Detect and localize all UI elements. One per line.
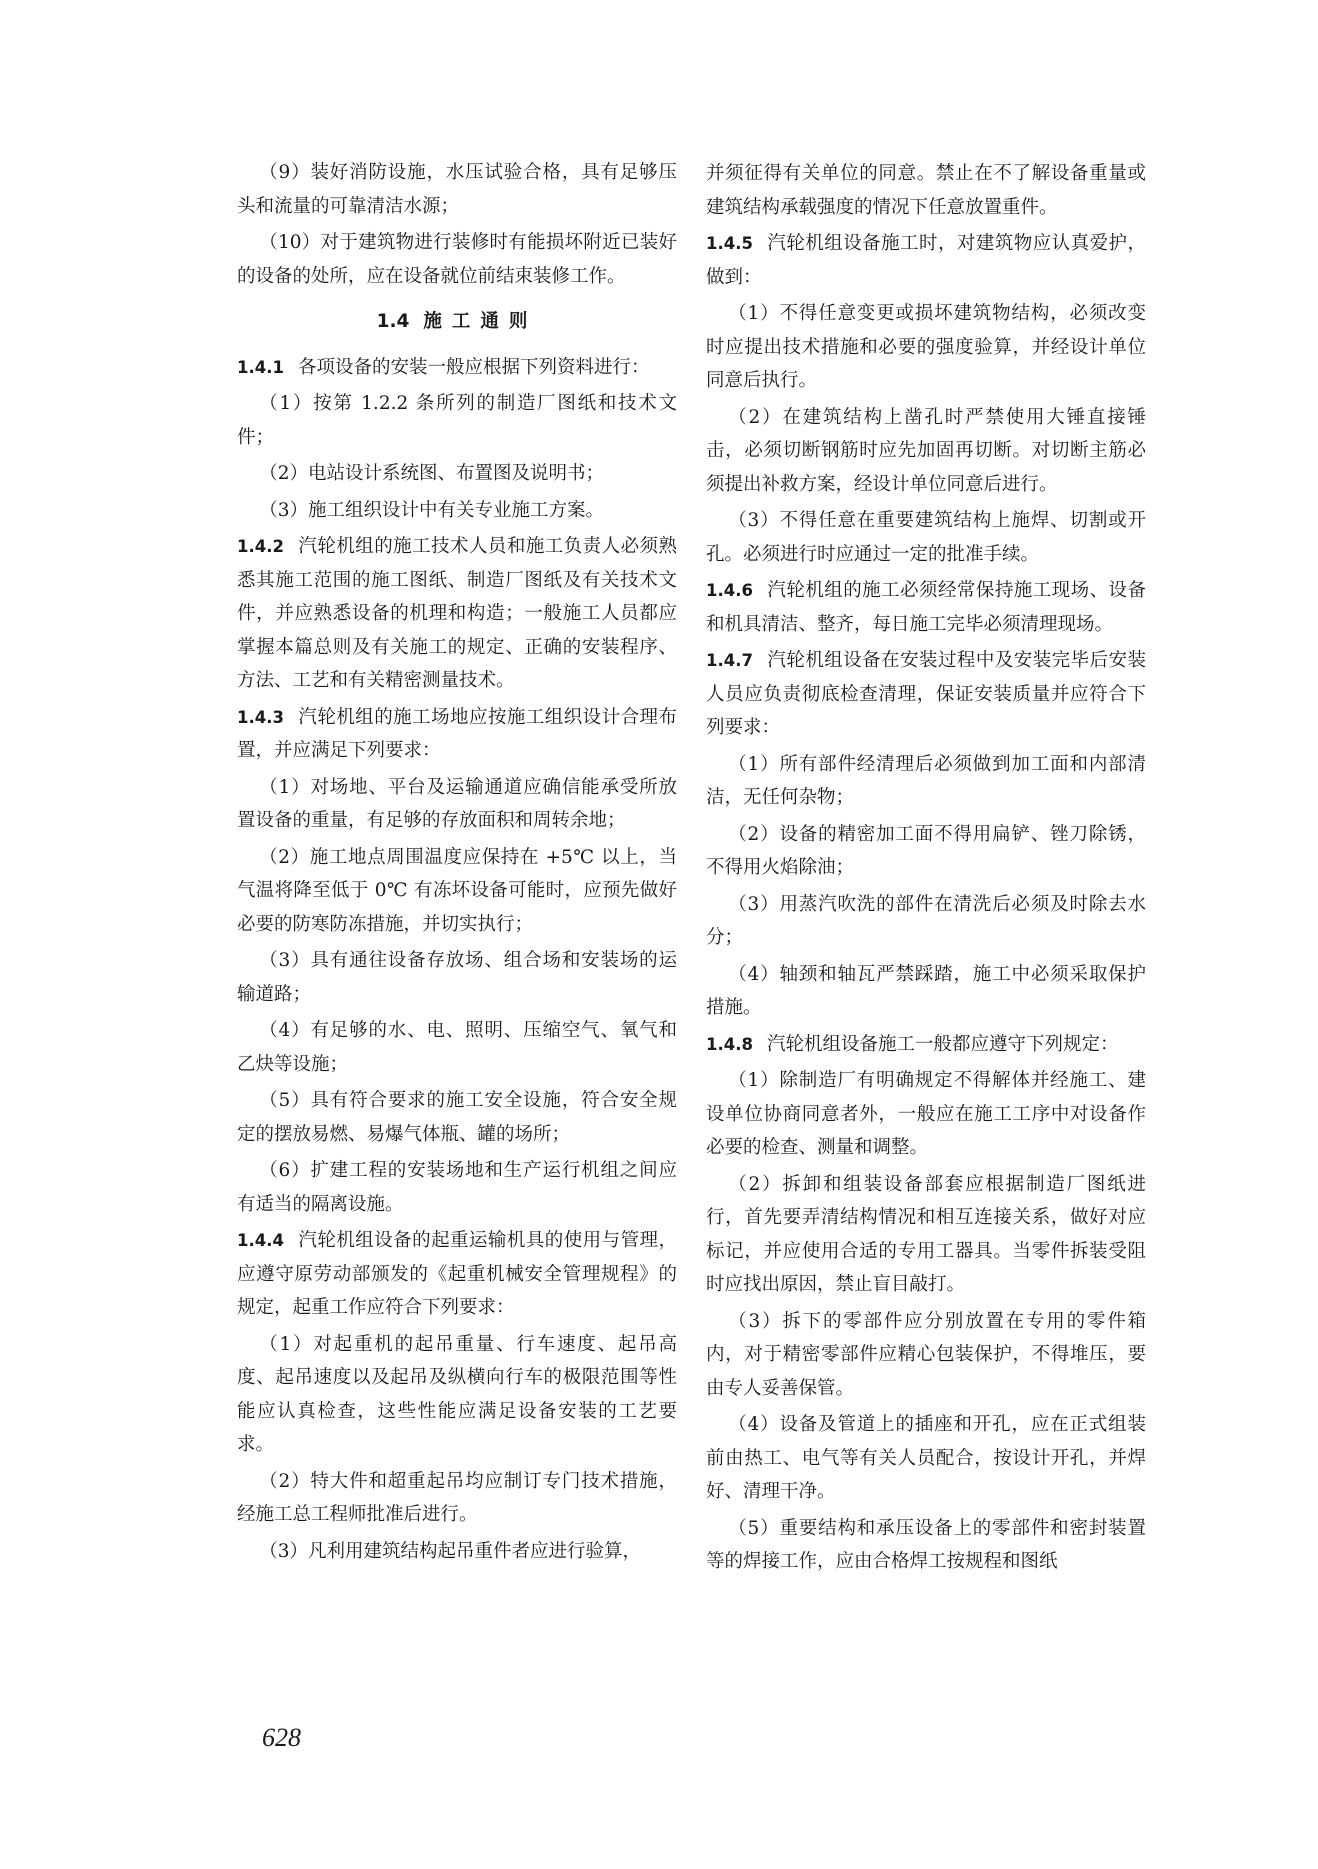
clause-paragraph bbox=[706, 644, 1146, 745]
list-item-paragraph: （3）具有通往设备存放场、组合场和安装场的运输道路； bbox=[237, 950, 677, 1005]
list-item-paragraph: （3）施工组织设计中有关专业施工方案。 bbox=[259, 499, 604, 521]
list-item-paragraph: （2）特大件和超重起吊均应制订专门技术措施，经施工总工程师批准后进行。 bbox=[237, 1470, 677, 1525]
clause-paragraph bbox=[706, 574, 1146, 641]
list-item-paragraph: （5）重要结构和承压设备上的零部件和密封装置等的焊接工作，应由合格焊工按规程和图纸 bbox=[706, 1517, 1146, 1572]
list-item-paragraph: （5）具有符合要求的施工安全设施，符合安全规定的摆放易燃、易爆气体瓶、罐的场所； bbox=[237, 1090, 677, 1145]
clause-text: 汽轮机组设备在安装过程中及安装完毕后安装人员应负责彻底检查清理，保证安装质量并应符合下列要求： bbox=[706, 650, 1146, 738]
clause-number: 1.4.1 bbox=[237, 357, 284, 377]
continued-paragraph: 并须征得有关单位的同意。禁止在不了解设备重量或建筑结构承载强度的情况下任意放置重件。 bbox=[706, 163, 1146, 218]
right-column bbox=[706, 157, 1146, 1582]
section-title-text: 施工通则 bbox=[423, 311, 538, 332]
list-item-paragraph: （6）扩建工程的安装场地和生产运行机组之间应有适当的隔离设施。 bbox=[237, 1160, 677, 1215]
clause-paragraph bbox=[706, 227, 1146, 294]
list-item-paragraph: （1）对起重机的起吊重量、行车速度、起吊高度、起吊速度以及起吊及纵横向行车的极限范围等性能应认真检查，这些性能应满足设备安装的工艺要求。 bbox=[237, 1333, 677, 1455]
clause-paragraph bbox=[237, 701, 677, 768]
page-number: 628 bbox=[262, 1723, 301, 1752]
list-item-paragraph: （3）凡利用建筑结构起吊重件者应进行验算， bbox=[259, 1540, 641, 1562]
list-item-paragraph: （1）除制造厂有明确规定不得解体并经施工、建设单位协商同意者外，一般应在施工工序中对设备作必要的检查、测量和调整。 bbox=[706, 1070, 1146, 1158]
clause-number: 1.4.5 bbox=[706, 234, 753, 253]
left-column bbox=[237, 156, 677, 1571]
clause-paragraph bbox=[237, 351, 677, 385]
list-item-paragraph: （3）拆下的零部件应分别放置在专用的零件箱内，对于精密零部件应精心包装保护，不得堆压，要由专人妥善保管。 bbox=[706, 1310, 1146, 1399]
clause-text: 汽轮机组的施工场地应按施工组织设计合理布置，并应满足下列要求： bbox=[237, 706, 677, 761]
clause-number: 1.4.2 bbox=[237, 537, 284, 556]
clause-number: 1.4.4 bbox=[237, 1231, 284, 1250]
list-item-paragraph: （2）施工地点周围温度应保持在 +5℃ 以上，当气温将降至低于 0℃ 有冻坏设备可能时，应预先做好必要的防寒防冻措施，并切实执行； bbox=[237, 846, 677, 935]
section-number: 1.4 bbox=[376, 311, 410, 332]
list-item-paragraph: （3）用蒸汽吹洗的部件在清洗后必须及时除去水分； bbox=[706, 893, 1146, 948]
clause-number: 1.4.3 bbox=[237, 707, 284, 727]
clause-paragraph bbox=[237, 530, 677, 698]
list-item-paragraph: （2）设备的精密加工面不得用扁铲、锉刀除锈，不得用火焰除油； bbox=[706, 823, 1146, 878]
clause-number: 1.4.7 bbox=[706, 651, 753, 670]
list-item-paragraph: （2）电站设计系统图、布置图及说明书； bbox=[259, 463, 604, 484]
clause-text: 汽轮机组设备施工一般都应遵守下列规定： bbox=[766, 1033, 1119, 1055]
clause-text: 汽轮机组设备施工时，对建筑物应认真爱护，做到： bbox=[706, 233, 1146, 288]
list-item-paragraph: （9）装好消防设施，水压试验合格，具有足够压头和流量的可靠清洁水源； bbox=[237, 162, 677, 217]
list-item-paragraph: （4）设备及管道上的插座和开孔，应在正式组装前由热工、电气等有关人员配合，按设计开孔，并焊好、清理干净。 bbox=[706, 1414, 1146, 1502]
list-item-paragraph: （1）对场地、平台及运输通道应确信能承受所放置设备的重量，有足够的存放面积和周转余地； bbox=[237, 776, 677, 831]
clause-text: 汽轮机组的施工必须经常保持施工现场、设备和机具清洁、整齐，每日施工完毕必须清理现场。 bbox=[706, 580, 1146, 635]
clause-text: 各项设备的安装一般应根据下列资料进行： bbox=[297, 356, 650, 378]
list-item-paragraph: （2）在建筑结构上凿孔时严禁使用大锤直接锤击，必须切断钢筋时应先加固再切断。对切断主筋必须提出补救方案，经设计单位同意后进行。 bbox=[706, 406, 1146, 495]
list-item-paragraph: （1）不得任意变更或损坏建筑物结构，必须改变时应提出技术措施和必要的强度验算，并经设计单位同意后执行。 bbox=[706, 303, 1146, 391]
clause-number: 1.4.6 bbox=[706, 581, 753, 600]
clause-text: 汽轮机组设备的起重运输机具的使用与管理，应遵守原劳动部颁发的《起重机械安全管理规程》的规定，起重工作应符合下列要求： bbox=[237, 1230, 677, 1318]
list-item-paragraph: （3）不得任意在重要建筑结构上施焊、切割或开孔。必须进行时应通过一定的批准手续。 bbox=[706, 510, 1146, 565]
list-item-paragraph: （1）按第 1.2.2 条所列的制造厂图纸和技术文件； bbox=[237, 393, 677, 448]
clause-paragraph bbox=[706, 1028, 1146, 1062]
clause-paragraph bbox=[237, 1224, 677, 1325]
section-title bbox=[237, 305, 677, 339]
list-item-paragraph: （4）轴颈和轴瓦严禁踩踏，施工中必须采取保护措施。 bbox=[706, 963, 1146, 1018]
list-item-paragraph: （1）所有部件经清理后必须做到加工面和内部清洁，无任何杂物； bbox=[706, 753, 1146, 808]
clause-number: 1.4.8 bbox=[706, 1034, 753, 1054]
list-item-paragraph: （10）对于建筑物进行装修时有能损坏附近已装好的设备的处所，应在设备就位前结束装修工作。 bbox=[237, 232, 677, 287]
list-item-paragraph: （4）有足够的水、电、照明、压缩空气、氧气和乙炔等设施； bbox=[237, 1020, 677, 1075]
clause-text: 汽轮机组的施工技术人员和施工负责人必须熟悉其施工范围的施工图纸、制造厂图纸及有关技术文件，并应熟悉设备的机理和构造；一般施工人员都应掌握本篇总则及有关施工的规定、正确的安装程序、方法、工艺和有关精密测量技术。 bbox=[237, 536, 677, 691]
list-item-paragraph: （2）拆卸和组装设备部套应根据制造厂图纸进行，首先要弄清结构情况和相互连接关系，做好对应标记，并应使用合适的专用工器具。当零件拆装受阻时应找出原因，禁止盲目敲打。 bbox=[706, 1173, 1146, 1295]
